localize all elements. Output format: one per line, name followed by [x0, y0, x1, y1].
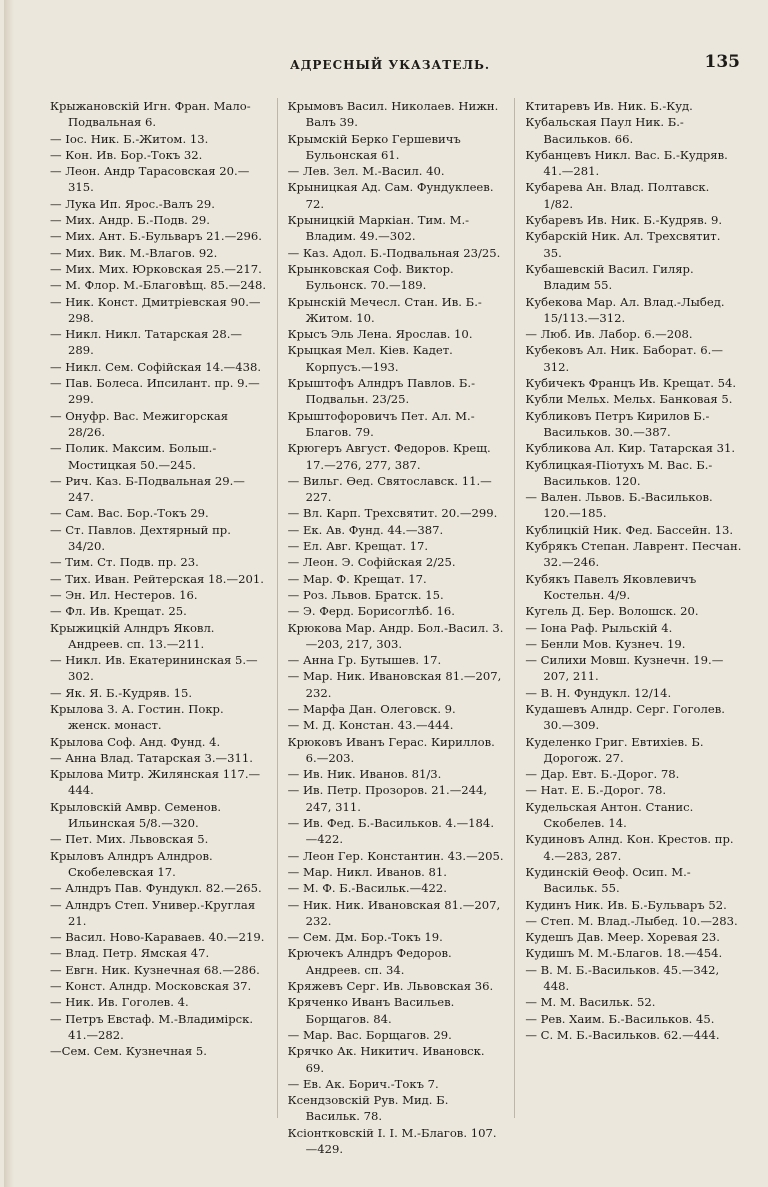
directory-entry: Крячко Ак. Никитич. Ивановск. 69.	[287, 1044, 485, 1075]
directory-entry: — Пет. Мих. Львовская 5.	[50, 832, 209, 847]
column-divider	[514, 98, 515, 1118]
directory-entry: Кряченко Иванъ Васильев. Борщагов. 84.	[287, 995, 455, 1026]
directory-entry: — Онуфр. Вас. Межигорская 28/26.	[50, 408, 229, 439]
directory-entry: Кубековъ Ал. Ник. Баборат. 6.—312.	[525, 343, 723, 374]
directory-entry: — Мих. Вик. М.-Влагов. 92.	[50, 245, 218, 260]
directory-entry: — Дар. Евт. Б.-Дорог. 78.	[525, 767, 680, 782]
directory-entry: — Кон. Ив. Бор.-Токъ 32.	[50, 147, 203, 162]
running-title: АДРЕСНЫЙ УКАЗАТЕЛЬ.	[289, 58, 491, 72]
directory-entry: Ксіонтковскій І. І. М.-Благов. 107.—429.	[287, 1125, 497, 1156]
directory-entry: — М. Флор. М.-Благовѣщ. 85.—248.	[50, 278, 267, 293]
directory-entry: — Алндръ Пав. Фундукл. 82.—265.	[50, 881, 262, 896]
directory-entry: Крыницкая Ад. Сам. Фундуклеев. 72.	[287, 180, 494, 211]
directory-entry: — Анна Влад. Татарская 3.—311.	[50, 750, 253, 765]
column-2	[287, 98, 505, 1156]
directory-entry: Кряжевъ Серг. Ив. Львовская 36.	[287, 979, 494, 994]
directory-entry: — М. М. Васильк. 52.	[525, 995, 656, 1010]
directory-entry: — М. Д. Констан. 43.—444.	[287, 718, 454, 733]
directory-entry: — Э. Ферд. Борисоглѣб. 16.	[287, 604, 455, 619]
directory-entry: Крыловскій Амвр. Семенов. Ильинская 5/8.—320.	[50, 799, 222, 831]
directory-entry: Крыловъ Алндръ Алндров. Скобелевская 17.	[50, 848, 213, 879]
directory-entry: Кудинскій Өеоф. Осип. М.-Васильк. 55.	[525, 864, 691, 896]
directory-entry: — Тим. Ст. Подв. пр. 23.	[50, 555, 199, 570]
directory-entry: — Петръ Евстаф. М.-Владимірск. 41.—282.	[50, 1011, 254, 1042]
directory-entry: Крюгеръ Август. Федоров. Крещ. 17.—276, 277, 387.	[287, 441, 491, 472]
directory-entry: — Леон. Андр Тарасовская 20.—315.	[50, 164, 250, 195]
directory-entry: — Рич. Каз. Б-Подвальная 29.—247.	[50, 473, 245, 505]
directory-entry: — Ек. Ав. Фунд. 44.—387.	[287, 522, 444, 537]
directory-entry: Крыштофъ Алндръ Павлов. Б.-Подвальн. 23/25.	[287, 376, 476, 407]
directory-entry: Кудинъ Ник. Ив. Б.-Бульваръ 52.	[525, 897, 727, 912]
directory-entry: Кудешъ Дав. Меер. Хоревая 23.	[525, 930, 720, 945]
directory-entry: — Мих. Мих. Юрковская 25.—217.	[50, 261, 262, 276]
directory-entry: — Рев. Хаим. Б.-Васильков. 45.	[525, 1011, 715, 1026]
directory-entry: — Алндръ Степ. Универ.-Круглая 21.	[50, 897, 256, 928]
directory-entry: Кугель Д. Бер. Волошск. 20.	[525, 604, 699, 619]
directory-entry: — Силихи Мовш. Кузнечн. 19.—207, 211.	[525, 653, 724, 684]
directory-entry: — Васил. Ново-Караваев. 40.—219.	[50, 930, 265, 945]
directory-entry: — Евгн. Ник. Кузнечная 68.—286.	[50, 962, 260, 977]
directory-entry: — Ник. Конст. Дмитріевская 90.—298.	[50, 294, 261, 325]
directory-entry: — Вален. Львов. Б.-Васильков. 120.—185.	[525, 490, 713, 521]
page-fold-shadow	[4, 0, 14, 1187]
directory-entry: — Никл. Сем. Софійская 14.—438.	[50, 359, 262, 374]
directory-entry: Кудиновъ Алнд. Кон. Крестов. пр. 4.—283, 287.	[525, 832, 734, 863]
directory-entry: Крылова Соф. Анд. Фунд. 4.	[50, 734, 221, 749]
page-number: 135	[704, 52, 740, 72]
directory-entry: Кубашевскій Васил. Гиляр. Владим 55.	[525, 261, 694, 293]
directory-entry: Крюковъ Иванъ Герас. Кириллов. 6.—203.	[287, 734, 495, 765]
directory-entry: — Марфа Дан. Олеговск. 9.	[287, 701, 456, 716]
directory-entry: — Ник. Ник. Ивановская 81.—207, 232.	[287, 897, 501, 928]
directory-entry: — Як. Я. Б.-Кудряв. 15.	[50, 685, 193, 700]
directory-entry: — Вл. Карп. Трехсвятит. 20.—299.	[287, 506, 498, 521]
directory-entry: Кубякъ Павелъ Яковлевичъ Костельн. 4/9.	[525, 571, 697, 602]
directory-entry: Крючекъ Алндръ Федоров. Андреев. сп. 34.	[287, 946, 452, 977]
directory-entry: Крымовъ Васил. Николаев. Нижн. Валъ 39.	[287, 99, 499, 130]
directory-entry: Кудишъ М. М.-Благов. 18.—454.	[525, 946, 723, 961]
directory-entry: — Роз. Львов. Братск. 15.	[287, 587, 444, 602]
directory-entry: Кубаревъ Ив. Ник. Б.-Кудряв. 9.	[525, 213, 723, 228]
directory-entry: — Тих. Иван. Рейтерская 18.—201.	[50, 571, 264, 586]
directory-entry: Крыцкая Мел. Кіев. Кадет. Корпусъ.—193.	[287, 343, 453, 374]
directory-entry: Кубанцевъ Никл. Вас. Б.-Кудряв. 41.—281.	[525, 147, 728, 179]
directory-entry: Крынковская Соф. Виктор. Бульонск. 70.—189.	[287, 261, 454, 293]
directory-entry: — Ив. Фед. Б.-Васильков. 4.—184.—422.	[287, 816, 494, 847]
directory-entry: — Мар. Никл. Иванов. 81.	[287, 864, 447, 879]
directory-entry: — Каз. Адол. Б.-Подвальная 23/25.	[287, 245, 501, 260]
directory-entry: — Іос. Ник. Б.-Житом. 13.	[50, 131, 209, 146]
directory-entry: Крысъ Эль Лена. Ярослав. 10.	[287, 327, 473, 342]
directory-entry: — М. Ф. Б.-Васильк.—422.	[287, 881, 447, 896]
directory-entry: — Фл. Ив. Крещат. 25.	[50, 604, 187, 619]
directory-entry: Крыштофоровичъ Пет. Ал. М.-Благов. 79.	[287, 408, 475, 439]
directory-entry: — Мих. Ант. Б.-Бульваръ 21.—296.	[50, 229, 262, 244]
directory-entry: — Іона Раф. Рыльскій 4.	[525, 620, 673, 635]
directory-entry: Кубарскій Ник. Ал. Трехсвятит. 35.	[525, 229, 721, 260]
directory-entry: — Мар. Ник. Ивановская 81.—207, 232.	[287, 669, 502, 700]
directory-entry: — Ев. Ак. Борич.-Токъ 7.	[287, 1076, 439, 1091]
address-columns	[50, 98, 742, 1156]
directory-entry: — Мар. Вас. Борщагов. 29.	[287, 1027, 452, 1042]
directory-entry: Кубекова Мар. Ал. Влад.-Лыбед. 15/113.—312.	[525, 294, 725, 325]
directory-entry: — Эн. Ил. Нестеров. 16.	[50, 587, 198, 602]
directory-entry: Крылова З. А. Гостин. Покр. женск. монаст.	[50, 701, 224, 733]
directory-entry: — Нат. Е. Б.-Дорог. 78.	[525, 783, 667, 798]
directory-entry: — Лев. Зел. М.-Васил. 40.	[287, 164, 445, 179]
directory-entry: — Люб. Ив. Лабор. 6.—208.	[525, 327, 693, 342]
column-3	[525, 98, 742, 1118]
directory-entry: Кудельская Антон. Станис. Скобелев. 14.	[525, 799, 694, 831]
directory-entry: Куделенко Григ. Евтихіев. Б. Дорогож. 27.	[525, 734, 704, 765]
directory-entry: Кубликова Ал. Кир. Татарская 31.	[525, 441, 736, 456]
directory-entry: Крюкова Мар. Андр. Бол.-Васил. 3.—203, 217, 303.	[287, 620, 504, 651]
directory-entry: — Ст. Павлов. Дехтярный пр. 34/20.	[50, 522, 231, 554]
directory-entry: Кубрякъ Степан. Лаврент. Песчан. 32.—246.	[525, 539, 742, 570]
directory-entry: — Ив. Петр. Прозоров. 21.—244, 247, 311.	[287, 783, 488, 814]
directory-entry: Крыжицкій Алндръ Яковл. Андреев. сп. 13.—211.	[50, 620, 215, 651]
directory-entry: — Влад. Петр. Ямская 47.	[50, 946, 210, 961]
page-header	[40, 52, 740, 80]
directory-entry: Кубликовъ Петръ Кирилов Б.-Васильков. 30.—387.	[525, 408, 710, 439]
directory-entry: — Конст. Алндр. Московская 37.	[50, 979, 252, 994]
directory-entry: Кубарева Ан. Влад. Полтавск. 1/82.	[525, 180, 710, 211]
directory-entry: — С. М. Б.-Васильков. 62.—444.	[525, 1027, 720, 1042]
directory-entry: — Сам. Вас. Бор.-Токъ 29.	[50, 506, 209, 521]
directory-entry: — Никл. Ив. Екатерининская 5.—302.	[50, 653, 258, 684]
directory-entry: — Ник. Ив. Гоголев. 4.	[50, 995, 189, 1010]
directory-entry: — Никл. Никл. Татарская 28.—289.	[50, 327, 242, 358]
directory-entry: — Вильг. Өед. Святославск. 11.—227.	[287, 473, 492, 505]
directory-entry: — Ел. Авг. Крещат. 17.	[287, 539, 429, 554]
directory-entry: Ктитаревъ Ив. Ник. Б.-Куд.	[525, 99, 693, 113]
directory-entry: — В. М. Б.-Васильков. 45.—342, 448.	[525, 962, 720, 994]
directory-entry: — Анна Гр. Бутышев. 17.	[287, 653, 442, 668]
directory-entry: Кудашевъ Алндр. Серг. Гоголев. 30.—309.	[525, 701, 725, 733]
directory-entry: — Леон Гер. Константин. 43.—205.	[287, 848, 504, 863]
directory-entry: Крыжановскій Игн. Фран. Мало-Подвальная 6.	[50, 99, 251, 130]
directory-entry: — Мар. Ф. Крещат. 17.	[287, 571, 427, 586]
directory-entry: Кубальская Паул Ник. Б.-Васильков. 66.	[525, 115, 684, 146]
directory-entry: —Сем. Сем. Кузнечная 5.	[50, 1044, 207, 1059]
directory-entry: — Мих. Андр. Б.-Подв. 29.	[50, 213, 210, 228]
directory-entry: — Бенли Мов. Кузнеч. 19.	[525, 636, 686, 651]
directory-entry: Кубли Мельх. Мельх. Банковая 5.	[525, 392, 733, 407]
column-divider	[277, 98, 278, 1118]
column-1	[50, 98, 267, 1118]
directory-entry: Крылова Митр. Жилянская 117.—444.	[50, 767, 261, 798]
directory-entry: — Пав. Болеса. Ипсилант. пр. 9.—299.	[50, 376, 260, 407]
directory-entry: Крынскій Мечесл. Стан. Ив. Б.-Житом. 10.	[287, 294, 482, 325]
directory-entry: — Ив. Ник. Иванов. 81/3.	[287, 767, 442, 782]
directory-entry: — В. Н. Фундукл. 12/14.	[525, 685, 672, 700]
directory-entry: Кублицкая-Піотухъ М. Вас. Б.-Васильков. 120.	[525, 457, 713, 488]
directory-entry: Крыницкій Маркіан. Тим. М.-Владим. 49.—302.	[287, 213, 470, 244]
directory-entry: Ксендзовскій Рув. Мид. Б. Васильк. 78.	[287, 1093, 449, 1124]
directory-entry: Кубичекъ Францъ Ив. Крещат. 54.	[525, 376, 737, 391]
directory-entry: — Полик. Максим. Больш.-Мостицкая 50.—245.	[50, 441, 217, 472]
directory-entry: — Степ. М. Влад.-Лыбед. 10.—283.	[525, 913, 738, 928]
directory-entry: — Леон. Э. Софійская 2/25.	[287, 555, 456, 570]
directory-entry: — Лука Ип. Ярос.-Валъ 29.	[50, 196, 215, 211]
directory-entry: — Сем. Дм. Бор.-Токъ 19.	[287, 930, 443, 945]
directory-entry: Кублицкій Ник. Фед. Бассейн. 13.	[525, 522, 734, 537]
directory-entry: Крымскій Берко Гершевичъ Бульонская 61.	[287, 131, 461, 162]
